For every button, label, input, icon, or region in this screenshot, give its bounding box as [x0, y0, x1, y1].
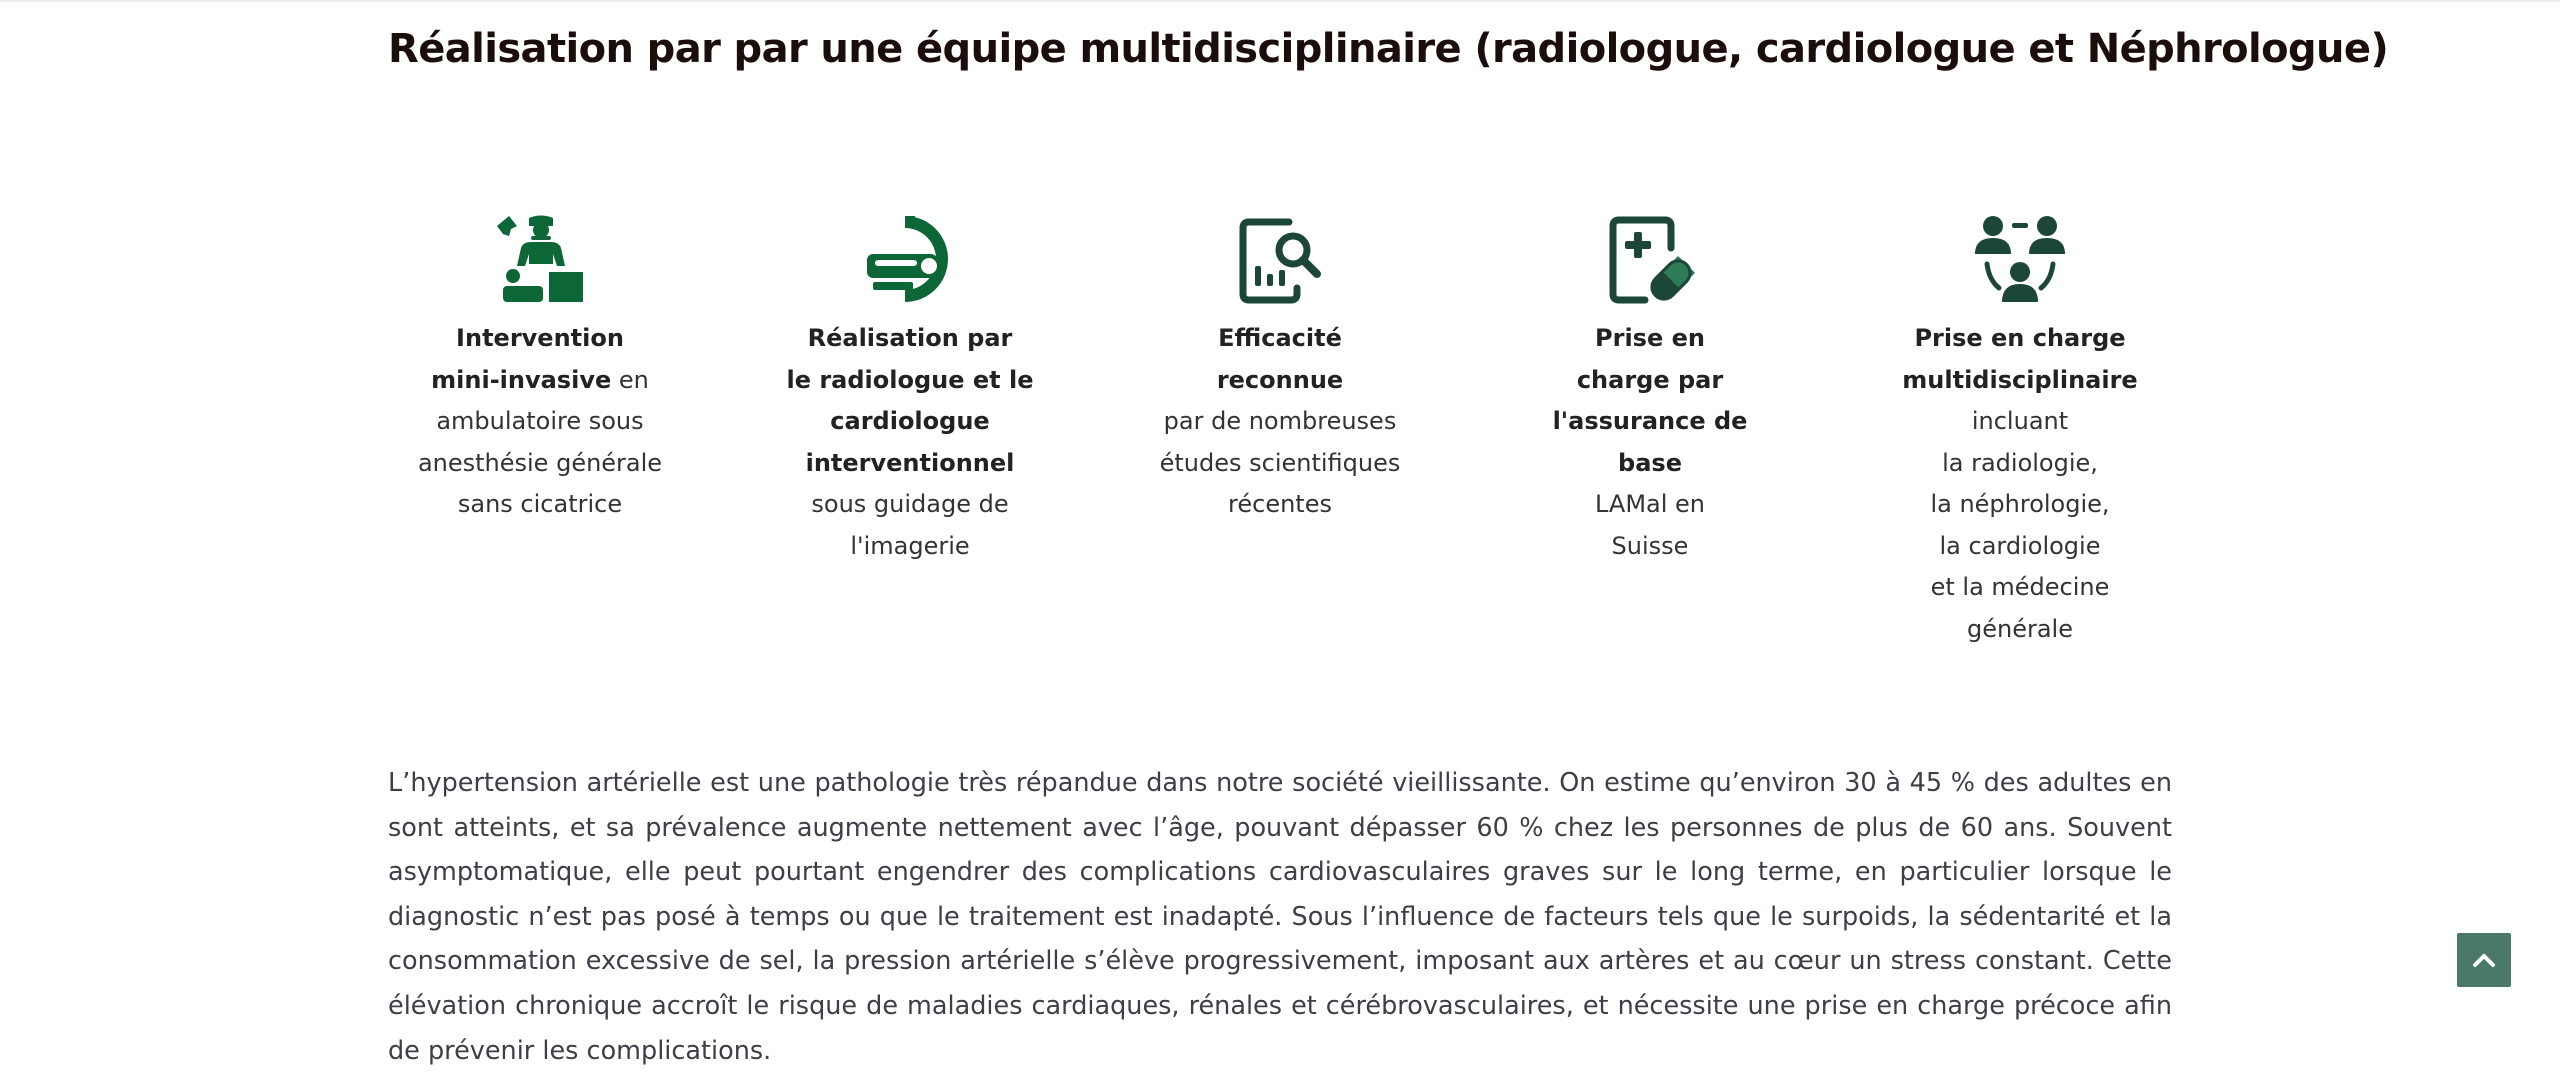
feature-line: Prise en — [1595, 324, 1705, 352]
feature-line: interventionnel — [805, 448, 1015, 477]
feature-mini-invasive — [410, 214, 670, 526]
feature-line: la radiologie, — [1942, 448, 2098, 477]
feature-multidisciplinaire — [1890, 214, 2150, 650]
feature-line: mini-invasive en — [431, 365, 649, 394]
feature-text — [1150, 318, 1410, 526]
feature-text — [780, 318, 1040, 567]
scanner-icon — [865, 214, 955, 304]
feature-line: LAMal en — [1594, 490, 1706, 518]
feature-line: cardiologue — [830, 407, 990, 435]
feature-line: ambulatoire sous — [436, 407, 644, 435]
feature-line: la néphrologie, — [1930, 490, 2110, 518]
feature-text — [1520, 318, 1780, 567]
intro-paragraph: L’hypertension artérielle est une pathologie très répandue dans notre société vieillissante. On estime qu’environ 30 à 45 % des adultes en sont atteints, et sa prévalence augmente nettement avec l’âge, pouvant dépasser 60 % chez les personnes de plus de 60 ans. Souvent asymptomatique, elle peut pourtant engendrer des complications cardiovasculaires graves sur le long terme, en particulier lorsque le diagnostic n’est pas posé à temps ou que le traitement est inadapté. Sous l’influence de facteurs tels que le surpoids, la sédentarité et la consommation excessive de sel, la pression artérielle s’élève progressivement, imposant aux artères et au cœur un stress constant. Cette élévation chronique accroît le risque de maladies cardiaques, rénales et cérébrovasculaires, et nécessite une prise en charge précoce afin de prévenir les complications. — [388, 768, 2172, 1066]
feature-line: l'imagerie — [850, 531, 970, 560]
feature-line: par de nombreuses — [1163, 407, 1397, 435]
medical-document-pill-icon — [1605, 214, 1695, 304]
feature-line: Suisse — [1611, 531, 1689, 560]
feature-text — [1890, 318, 2150, 650]
feature-line: Prise en charge — [1914, 324, 2126, 352]
feature-line: études scientifiques — [1159, 448, 1401, 477]
feature-line: le radiologue et le — [786, 365, 1034, 394]
feature-line: incluant — [1971, 407, 2069, 435]
feature-line: sans cicatrice — [457, 490, 623, 518]
feature-text — [410, 318, 670, 526]
page-title: Réalisation par par une équipe multidisciplinaire (radiologue, cardiologue et Néphrologue) — [388, 26, 2389, 72]
feature-line: Réalisation par — [807, 324, 1013, 352]
team-network-icon — [1975, 214, 2065, 304]
feature-line: reconnue — [1216, 365, 1344, 394]
feature-line: l'assurance de — [1552, 407, 1748, 435]
feature-line: charge par — [1576, 365, 1724, 394]
feature-line: Intervention — [456, 324, 624, 352]
feature-line: et la médecine — [1930, 573, 2110, 601]
feature-line: générale — [1967, 614, 2073, 643]
surgeon-patient-icon — [495, 214, 585, 304]
feature-line: anesthésie générale — [417, 448, 663, 477]
feature-assurance — [1520, 214, 1780, 567]
feature-realisation — [780, 214, 1040, 567]
report-search-icon — [1235, 214, 1325, 304]
feature-line: base — [1618, 448, 1682, 477]
back-to-top-button[interactable] — [2457, 933, 2511, 987]
feature-efficacite — [1150, 214, 1410, 526]
feature-line: multidisciplinaire — [1902, 365, 2138, 394]
feature-line: sous guidage de — [811, 490, 1009, 518]
feature-line: la cardiologie — [1939, 531, 2101, 560]
feature-list — [0, 214, 2560, 674]
feature-line: Efficacité — [1218, 324, 1342, 352]
feature-line: récentes — [1228, 490, 1332, 518]
top-divider — [0, 0, 2560, 2]
chevron-up-icon — [2469, 945, 2499, 975]
